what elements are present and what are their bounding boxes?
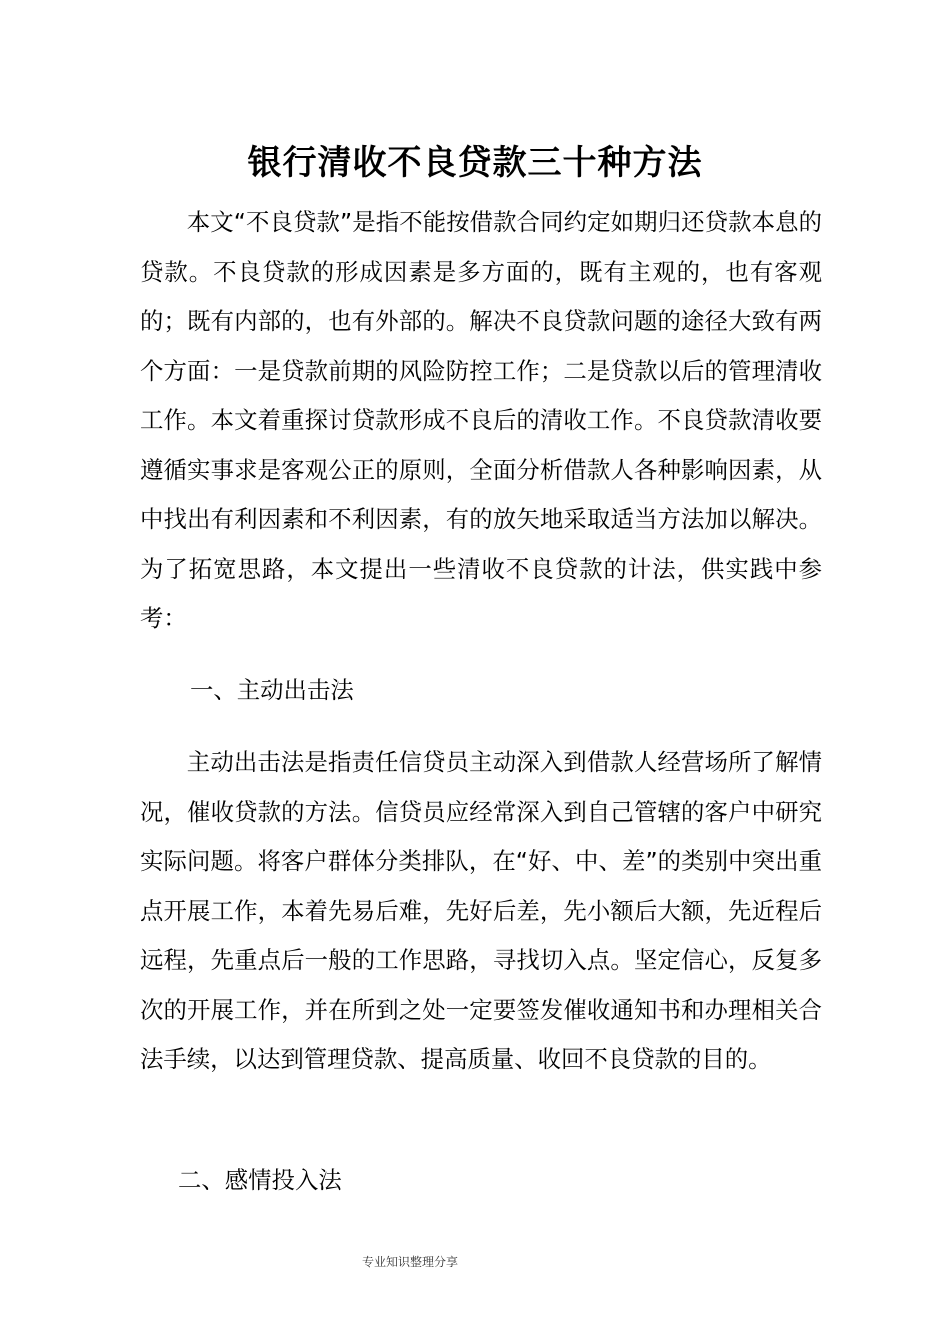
section-body-1: 主动出击法是指责任信贷员主动深入到借款人经营场所了解情况，催收贷款的方法。信贷员应经常深入到自己管辖的客户中研究实际问题。将客户群体分类排队，在“好、中、差”的类别中突出重点开展工作，本着先易后难，先好后差，先小额后大额，先近程后远程，先重点后一般的工作思路，寻找切入点。坚定信心，反复多次的开展工作，并在所到之处一定要签发催收通知书和办理相关合法手续，以达到管理贷款、提高质量、收回不良贷款的目的。 bbox=[140, 748, 822, 1073]
section-heading-2: 二、感情投入法 bbox=[178, 1166, 342, 1194]
section-heading-1: 一、主动出击法 bbox=[190, 676, 354, 704]
document-title: 银行清收不良贷款三十种方法 bbox=[247, 142, 703, 183]
intro-paragraph: 本文“不良贷款”是指不能按借款合同约定如期归还贷款本息的贷款。不良贷款的形成因素是多方面的，既有主观的，也有客观的；既有内部的，也有外部的。解决不良贷款问题的途径大致有两个方面：一是贷款前期的风险防控工作；二是贷款以后的管理清收工作。本文着重探讨贷款形成不良后的清收工作。不良贷款清收要遵循实事求是客观公正的原则，全面分析借款人各种影响因素，从中找出有利因素和不利因素，有的放矢地采取适当方法加以解决。为了拓宽思路，本文提出一些清收不良贷款的计法，供实践中参考： bbox=[140, 208, 822, 632]
page-footer: 专业知识整理分享 bbox=[362, 1255, 459, 1269]
